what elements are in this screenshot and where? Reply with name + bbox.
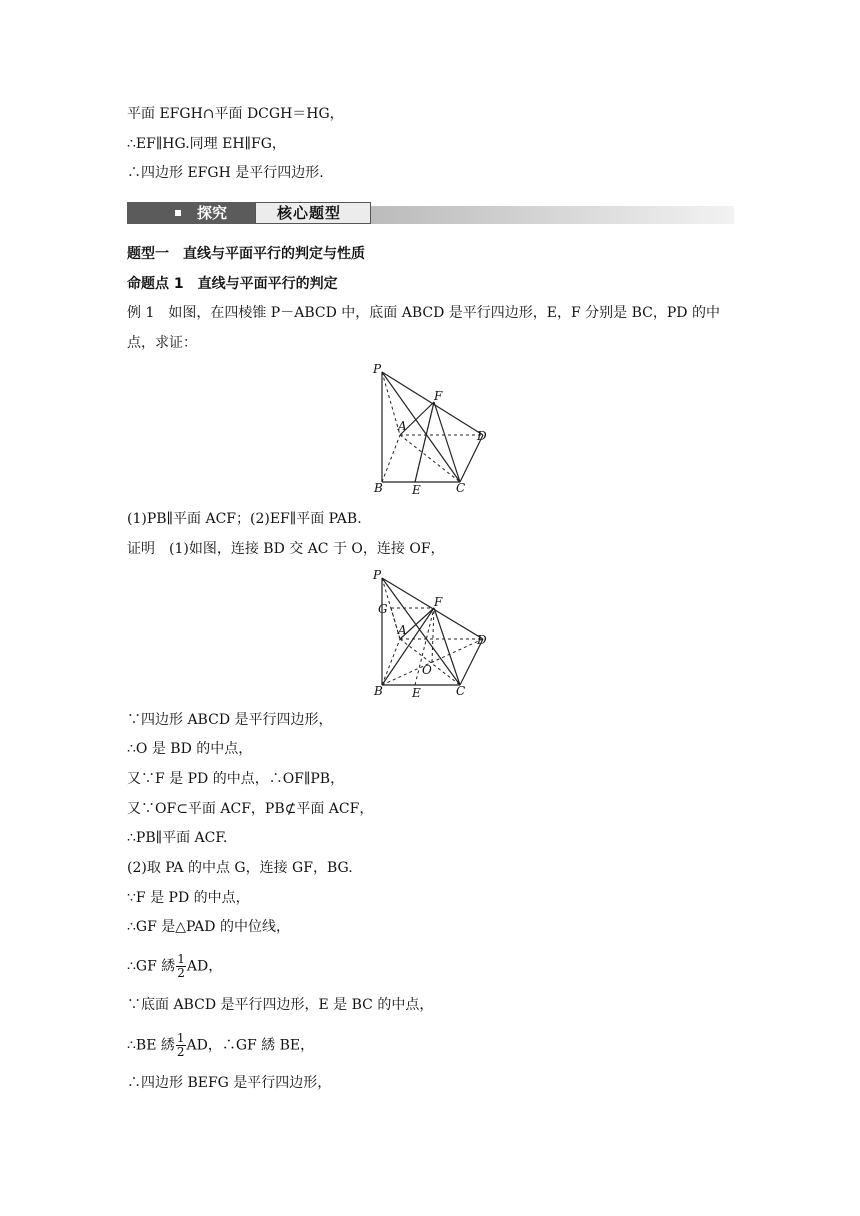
fig2-label-D: D <box>477 633 487 647</box>
half-fraction-2 <box>176 1032 186 1059</box>
fig1-label-E: E <box>412 483 421 497</box>
fig2-label-F: F <box>434 595 443 609</box>
intro-line-2: ∴EF∥HG.同理 EH∥FG， <box>127 136 286 152</box>
intro-line-1: 平面 EFGH∩平面 DCGH＝HG， <box>127 106 344 122</box>
proof-line-3: 又∵F 是 PD 的中点，∴OF∥PB， <box>127 771 345 787</box>
proof-line-5: ∴PB∥平面 ACF. <box>127 830 228 846</box>
fig1-label-B: B <box>374 481 383 495</box>
proof-line-2: ∴O 是 BD 的中点， <box>127 741 253 757</box>
fig1-label-C: C <box>456 481 466 495</box>
question-line: (1)PB∥平面 ACF；(2)EF∥平面 PAB. <box>127 511 362 527</box>
proof-line-8: ∴GF 是△PAD 的中位线， <box>127 919 290 935</box>
banner-left-label: 探究 <box>197 204 228 222</box>
fig1-label-D: D <box>477 429 487 443</box>
fig2-label-C: C <box>456 684 466 698</box>
proof-line-11 <box>127 1032 314 1059</box>
half-fraction <box>176 953 186 980</box>
pyramid-figure-2 <box>370 568 500 703</box>
banner-right-label: 核心题型 <box>277 204 342 222</box>
fraction-numerator-2: 1 <box>176 1031 185 1045</box>
example-line-1: 例 1 如图，在四棱锥 P－ABCD 中，底面 ABCD 是平行四边形，E，F 分别是 BC，PD 的中 <box>127 305 720 321</box>
fig2-label-A: A <box>398 623 407 637</box>
proof-line-11-suffix: AD，∴GF 綉 BE， <box>186 1037 315 1054</box>
proof-line-7: ∵F 是 PD 的中点， <box>127 890 250 906</box>
proof-heading: 证明 (1)如图，连接 BD 交 AC 于 O，连接 OF， <box>127 541 445 557</box>
fig1-label-F: F <box>434 389 443 403</box>
section-banner <box>127 201 734 227</box>
intro-line-3: ∴四边形 EFGH 是平行四边形. <box>127 165 324 181</box>
topic-heading: 题型一 直线与平面平行的判定与性质 <box>127 246 365 262</box>
proof-line-1: ∵四边形 ABCD 是平行四边形， <box>127 712 333 728</box>
fig2-label-E: E <box>412 686 421 700</box>
proof-line-6: (2)取 PA 的中点 G，连接 GF，BG. <box>127 860 353 876</box>
fig2-label-O: O <box>422 663 432 677</box>
banner-dark-block <box>127 202 255 224</box>
point-heading: 命题点 1 直线与平面平行的判定 <box>127 276 338 292</box>
fig1-label-A: A <box>398 419 407 433</box>
proof-line-9-suffix: AD， <box>186 958 223 975</box>
proof-line-9 <box>127 953 222 980</box>
proof-line-4: 又∵OF⊂平面 ACF，PB⊄平面 ACF， <box>127 801 374 817</box>
fig2-label-B: B <box>374 684 383 698</box>
fraction-denominator-2: 2 <box>176 1045 185 1059</box>
proof-line-12: ∴四边形 BEFG 是平行四边形， <box>127 1075 332 1091</box>
fig1-label-P: P <box>373 362 382 376</box>
pyramid-figure-1 <box>370 362 500 502</box>
proof-line-10: ∵底面 ABCD 是平行四边形，E 是 BC 的中点， <box>127 997 434 1013</box>
proof-line-9-prefix: ∴GF 綉 <box>127 958 176 975</box>
banner-square-icon <box>175 210 181 216</box>
fig2-label-G: G <box>378 602 388 616</box>
example-line-2: 点，求证： <box>127 335 197 351</box>
fraction-denominator: 2 <box>177 966 185 980</box>
fraction-numerator: 1 <box>177 952 185 966</box>
fig2-label-P: P <box>373 568 382 582</box>
proof-line-11-prefix: ∴BE 綉 <box>127 1037 175 1054</box>
